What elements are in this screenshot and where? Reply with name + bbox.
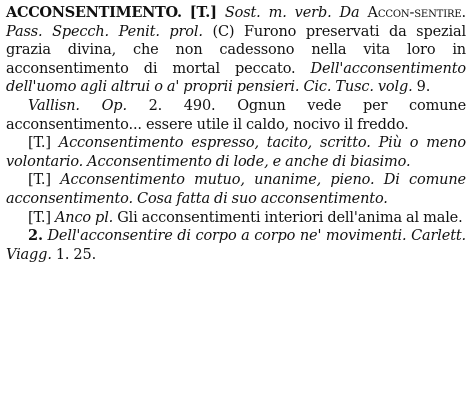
entry-sense: [6, 227, 466, 264]
citation-text: Ognun vede per comune acconsentimento... essere utile il caldo, nocivo il freddo.: [6, 97, 467, 133]
citation-text: Furono preservati da spezial grazia divina, che non cadessono nella vita loro in acconsentimento di mortal peccato.: [6, 23, 466, 77]
usage-example: Acconsentimento mutuo, unanime, pieno. Di comune acconsentimento. Cosa fatta di suo acconsentimento.: [6, 172, 466, 207]
entry-sense: [6, 134, 466, 171]
entry-headword: ACCONSENTIMENTO.: [6, 4, 182, 21]
sense-number: 2.: [28, 227, 43, 245]
dictionary-entry: [6, 4, 466, 264]
entry-definition: [6, 4, 466, 97]
entry-sense: [6, 171, 466, 208]
citation-number: 9.: [416, 79, 431, 96]
usage-label: Anco pl.: [54, 209, 114, 226]
etymology-word-cont: sentire.: [414, 5, 466, 21]
entry-citation: [6, 97, 466, 134]
tag-marker: [T.]: [28, 172, 51, 189]
sense-text: Gli acconsentimenti interiori dell'anima al male.: [117, 209, 463, 226]
citation-source: Vallisn. Op.: [28, 97, 127, 114]
tag-marker: [T.]: [189, 4, 217, 21]
tag-marker: [T.]: [28, 209, 51, 226]
etymology-word: Accon-: [367, 5, 415, 21]
usage-example: Dell'acconsentire di corpo a corpo ne' movimenti.: [47, 228, 407, 245]
citation-source: Cic. Tusc. volg.: [303, 79, 413, 96]
entry-sense: [6, 209, 466, 228]
citation-number: 2. 490.: [148, 97, 216, 114]
usage-example: Acconsentimento espresso, tacito, scritto. Più o meno volontario. Acconsentimento di lode, e anche di biasimo.: [6, 135, 466, 170]
citation-mark: (C): [212, 23, 235, 40]
usage-example: Dell'acconsentimento dell'uomo agli altrui o a' proprii pensieri.: [6, 60, 466, 96]
grammar-label: Sost. m. verb. Da: [224, 5, 360, 21]
tag-marker: [T.]: [28, 135, 51, 152]
citation-source: Carlett. Viagg.: [6, 228, 467, 263]
citation-number: 1. 25.: [55, 246, 97, 263]
citation-source: Pass. Specch. Penit. prol.: [6, 23, 203, 40]
